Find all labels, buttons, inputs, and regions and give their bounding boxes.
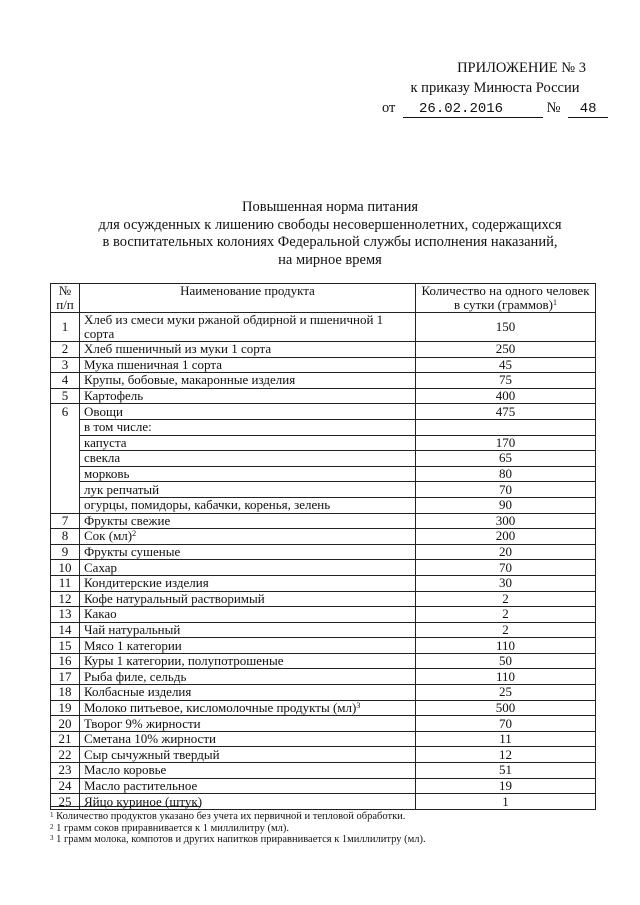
product-name-text: Чай натуральный [84,621,181,637]
footnotes [50,811,610,846]
footnote-mark: 2 [50,822,54,831]
row-number: 9 [51,544,80,560]
product-name-text: Масло растительное [84,777,198,793]
product-name-text: огурцы, помидоры, кабачки, коренья, зелень [84,497,331,513]
quantity: 50 [416,653,596,669]
product-name-text: Мука пшеничная 1 сорта [84,356,222,372]
row-number: 15 [51,638,80,654]
product-name-text: Картофель [84,388,144,404]
product-name-text: Какао [84,606,117,622]
footnote-text: 1 грамм соков приравнивается к 1 миллилитру (мл). [56,822,290,834]
header-num-line1: № [58,283,72,298]
product-name-text: Яйцо куриное (штук) [84,793,203,809]
date-prefix: от [382,100,396,116]
product-name-text: Хлеб пшеничный из муки 1 сорта [84,341,272,357]
table-row [51,404,596,420]
row-number: 21 [51,731,80,747]
product-name [80,513,416,529]
product-name-text: Фрукты сушеные [84,544,181,560]
quantity: 70 [416,560,596,576]
quantity: 400 [416,388,596,404]
row-number: 25 [51,794,80,810]
row-number: 23 [51,763,80,779]
row-number [51,435,80,451]
product-name [80,575,416,591]
header-num-line2: п/п [56,297,74,312]
quantity: 200 [416,529,596,545]
quantity: 75 [416,373,596,389]
product-name-text: морковь [84,466,130,482]
table-row [51,685,596,701]
quantity: 1 [416,794,596,810]
row-number [51,466,80,482]
product-name-text: Мясо 1 категории [84,637,182,653]
row-number: 16 [51,653,80,669]
quantity: 80 [416,466,596,482]
table-row [51,716,596,732]
table-row [51,435,596,451]
quantity: 70 [416,716,596,732]
quantity: 12 [416,747,596,763]
product-name-text: лук репчатый [84,481,160,497]
row-number: 2 [51,342,80,358]
product-name-text: Овощи [84,403,123,419]
quantity: 250 [416,342,596,358]
quantity: 110 [416,669,596,685]
product-name [80,591,416,607]
product-name [80,731,416,747]
row-number: 19 [51,700,80,716]
quantity: 110 [416,638,596,654]
row-number: 6 [51,404,80,420]
product-name [80,700,416,716]
footnote-divider [50,806,200,807]
product-name [80,716,416,732]
order-date: 26.02.2016 [403,101,543,118]
footnote-text: Количество продуктов указано без учета их первичной и тепловой обработки. [56,811,406,822]
row-number: 8 [51,529,80,545]
order-date-number-line [380,98,610,118]
row-number: 1 [51,313,80,342]
quantity: 2 [416,607,596,623]
table-row [51,451,596,467]
quantity: 65 [416,451,596,467]
product-name [80,342,416,358]
product-name [80,404,416,420]
row-number: 22 [51,747,80,763]
table-row [51,357,596,373]
quantity: 170 [416,435,596,451]
footnote-mark: 1 [553,298,558,307]
footnote-3 [50,834,610,846]
table-row [51,778,596,794]
quantity: 51 [416,763,596,779]
product-name [80,653,416,669]
footnote-mark: 1 [50,811,54,819]
product-name-text: Фрукты свежие [84,512,171,528]
product-name [80,419,416,435]
row-number [51,419,80,435]
footnote-mark: 3 [356,700,361,710]
header-qty [416,284,596,313]
header-num [51,284,80,313]
table-row [51,763,596,779]
product-name [80,622,416,638]
product-name-text: Куры 1 категории, полупотрошеные [84,653,284,669]
product-name-text: Молоко питьевое, кисломолочные продукты (мл) [84,699,357,715]
product-name [80,435,416,451]
table-row [51,607,596,623]
product-name [80,388,416,404]
product-name [80,451,416,467]
product-name-text: свекла [84,450,121,466]
product-name [80,560,416,576]
product-name-text: Сметана 10% жирности [84,731,216,747]
footnote-text: 1 грамм молока, компотов и других напитков приравнивается к 1миллилитру (мл). [56,834,426,845]
table-row [51,482,596,498]
table-row [51,622,596,638]
row-number: 24 [51,778,80,794]
table-row [51,700,596,716]
quantity [416,419,596,435]
appendix-label: ПРИЛОЖЕНИЕ № 3 [457,60,586,76]
quantity: 30 [416,575,596,591]
document-header [380,58,610,118]
row-number: 14 [51,622,80,638]
table-row [51,419,596,435]
table-row [51,731,596,747]
number-prefix: № [546,100,561,116]
title-line-4: на мирное время [278,251,382,268]
row-number: 20 [51,716,80,732]
header-name: Наименование продукта [80,284,416,313]
quantity: 20 [416,544,596,560]
order-reference: к приказу Минюста России [410,80,580,96]
footnote-mark: 3 [50,834,54,842]
quantity: 500 [416,700,596,716]
product-name [80,497,416,513]
product-name-text: Кофе натуральный растворимый [84,590,265,606]
nutrition-norms-table [50,283,596,810]
header-qty-line2 [420,298,591,312]
product-name [80,669,416,685]
product-name-text: Творог 9% жирности [84,715,201,731]
table-row [51,313,596,342]
document-title [60,199,600,269]
title-line-3: в воспитательных колониях Федеральной службы исполнения наказаний, [102,234,558,250]
product-name [80,313,416,342]
row-number: 17 [51,669,80,685]
table-header-row [51,284,596,313]
product-name-text: Колбасные изделия [84,684,192,700]
product-name-text: Масло коровье [84,762,167,778]
row-number: 3 [51,357,80,373]
quantity: 150 [416,313,596,342]
product-name [80,529,416,545]
title-line-2: для осужденных к лишению свободы несовершеннолетних, содержащихся [98,216,562,233]
quantity: 475 [416,404,596,420]
row-number: 18 [51,685,80,701]
table-row [51,466,596,482]
quantity: 25 [416,685,596,701]
product-name [80,778,416,794]
table-row [51,373,596,389]
footnote-2 [50,823,610,835]
table-row [51,544,596,560]
product-name [80,466,416,482]
table-row [51,669,596,685]
table-row [51,388,596,404]
product-name [80,685,416,701]
row-number: 13 [51,607,80,623]
quantity: 45 [416,357,596,373]
quantity: 11 [416,731,596,747]
row-number [51,451,80,467]
product-name [80,607,416,623]
product-name [80,544,416,560]
row-number [51,482,80,498]
product-name [80,373,416,389]
product-name-text: Кондитерские изделия [84,575,209,591]
product-name-text: Рыба филе, сельдь [84,668,187,684]
product-name-text: Хлеб из смеси муки ржаной обдирной и пшеничной 1 сорта [84,312,384,341]
product-name [80,357,416,373]
footnote-mark: 2 [132,529,137,539]
product-name-text: Сок (мл) [84,528,133,544]
quantity: 19 [416,778,596,794]
row-number: 4 [51,373,80,389]
product-name [80,747,416,763]
quantity: 2 [416,622,596,638]
header-qty-text: в сутки (граммов) [453,297,554,312]
quantity: 70 [416,482,596,498]
row-number [51,497,80,513]
product-name [80,763,416,779]
product-name-text: Сахар [84,559,118,575]
header-qty-line1: Количество на одного человек [421,284,590,298]
row-number: 12 [51,591,80,607]
quantity: 90 [416,497,596,513]
table-row [51,529,596,545]
footnote-1 [50,811,610,823]
table-row [51,342,596,358]
row-number: 7 [51,513,80,529]
table-row [51,497,596,513]
product-name-text: капуста [84,434,127,450]
quantity: 300 [416,513,596,529]
product-name-text: в том числе: [84,419,152,435]
product-name-text: Крупы, бобовые, макаронные изделия [84,372,296,388]
table-row [51,638,596,654]
table-row [51,513,596,529]
table-row [51,575,596,591]
row-number: 11 [51,575,80,591]
product-name-text: Сыр сычужный твердый [84,746,220,762]
row-number: 10 [51,560,80,576]
table-row [51,747,596,763]
title-line-1: Повышенная норма питания [242,199,418,215]
table-row [51,591,596,607]
product-name [80,638,416,654]
table-row [51,653,596,669]
row-number: 5 [51,388,80,404]
product-name [80,482,416,498]
order-number: 48 [568,101,608,118]
table-row [51,560,596,576]
quantity: 2 [416,591,596,607]
